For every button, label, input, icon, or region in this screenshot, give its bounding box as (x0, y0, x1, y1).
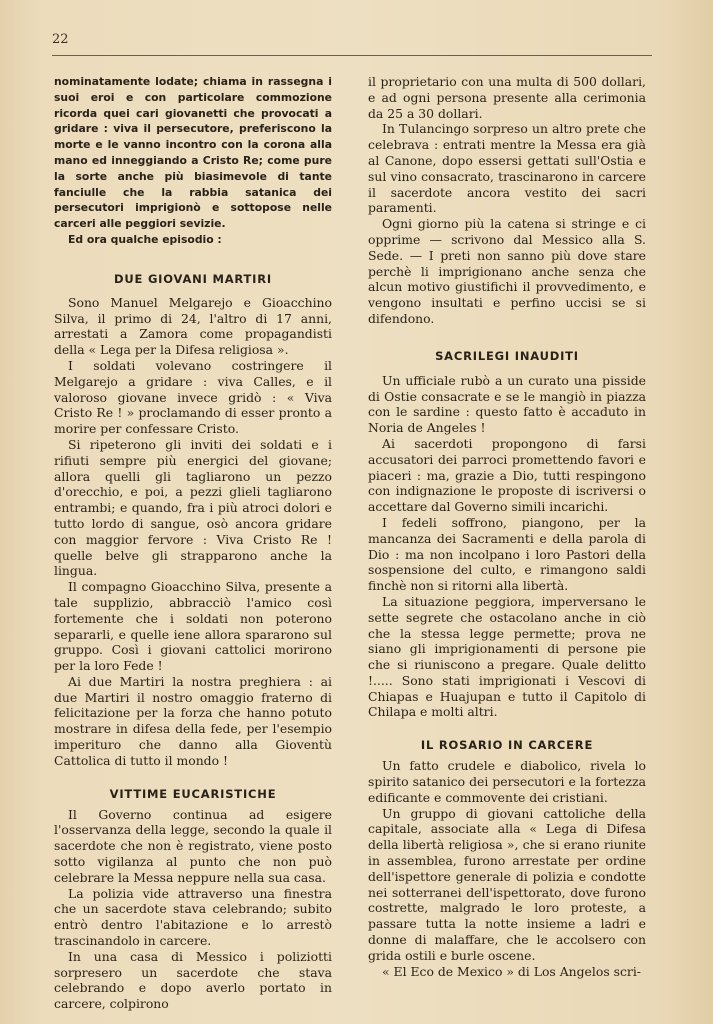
intro-paragraph-2: Ed ora qualche episodio : (68, 232, 222, 246)
right-column (368, 74, 646, 979)
paragraph: La situazione peggiora, imperversano le sette segrete che ostacolano anche in ciò che la stessa legge permette; prova ne siano gli imprigionamenti di persone pie che si riuniscono a pregare. Quale delitto !..... Sono stati imprigionati i Vescovi di Chiapas e Huajupan e tutto il Capitolo di Chilapa e molti altri. (368, 593, 646, 720)
left-column (54, 74, 332, 1012)
paragraph: In Tulancingo sorpreso un altro prete che celebrava : entrati mentre la Messa era già al Canone, dopo essersi gettati sull'Ostia e sul vino consacrato, trascinarono in carcere il sacerdote ancora vestito dei sacri paramenti. (368, 121, 646, 216)
section-heading: IL ROSARIO IN CARCERE (420, 738, 594, 753)
paragraph: I fedeli soffrono, piangono, per la mancanza dei Sacramenti e della parola di Dio : ma non incolpano i loro Pastori della sospensione del culto, e rimangono saldi finchè non si ritorni alla libertà. (368, 514, 646, 594)
intro-paragraph: nominatamente lodate; chiama in rassegna i suoi eroi e con particolare commozione ricorda quei cari giovanetti che provocati a gridare : viva il persecutore, preferiscono la morte e le vanno incontro con la corona alla mano ed inneggiando a Cristo Re; come pure la sorte anche più biasimevole di tante fanciulle che la rabbia satanica dei persecutori imprigionò e sottopose nelle carceri alle peggiori sevizie. (54, 75, 332, 231)
paragraph: Un fatto crudele e diabolico, rivela lo spirito satanico dei persecutori e la fortezza edificante e commovente dei cristiani. (368, 758, 646, 805)
page-number: 22 (52, 32, 69, 47)
paragraph: In una casa di Messico i poliziotti sorpresero un sacerdote che stava celebrando e dopo averlo portato in carcere, colpirono (54, 948, 332, 1012)
paragraph: Si ripeterono gli inviti dei soldati e i rifiuti sempre più energici del giovane; allora quelli gli tagliarono un pezzo d'orecchio, e poi, a pezzi glieli tagliarono entrambi; e quando, fra i più atroci dolori e tutto lordo di sangue, osò ancora gridare con maggior fervore : Viva Cristo Re ! quelle belve gli strapparono anche la lingua. (54, 436, 332, 579)
paragraph: Un ufficiale rubò a un curato una pisside di Ostie consacrate e se le mangiò in piazza con le sardine : questo fatto è accaduto in Noria de Angeles ! (368, 372, 646, 436)
paragraph: La polizia vide attraverso una finestra che un sacerdote stava celebrando; subito entrò dentro l'abitazione e lo arrestò trascinandolo in carcere. (54, 885, 332, 949)
section-heading: VITTIME EUCARISTICHE (109, 786, 277, 801)
section-heading: SACRILEGI INAUDITI (435, 348, 579, 363)
paragraph: Ai due Martiri la nostra preghiera : ai due Martiri il nostro omaggio fraterno di felicitazione per la forza che hanno potuto mostrare in difesa della fede, per l'esempio imperituro che danno alla Gioventù Cattolica di tutto il mondo ! (54, 673, 332, 768)
paragraph: Il compagno Gioacchino Silva, presente a tale supplizio, abbracciò l'amico così fortemente che i soldati non poterono separarli, e quelle iene allora spararono sul gruppo. Così i giovani cattolici morirono per la loro Fede ! (54, 579, 332, 674)
paragraph: Sono Manuel Melgarejo e Gioacchino Silva, il primo di 24, l'altro di 17 anni, arrestati a Zamora come propagandisti della « Lega per la Difesa religiosa ». (54, 294, 332, 358)
paragraph: Un gruppo di giovani cattoliche della capitale, associate alla « Lega di Difesa della libertà religiosa », che si erano riunite in assemblea, furono arrestate per ordine dell'ispettore generale di polizia e condotte nei sotterranei dell'ispettorato, dove furono costrette, malgrado le loro proteste, a passare tutta la notte insieme a ladri e donne di malaffare, che le accolsero con grida ostili e burle oscene. (368, 805, 646, 963)
paragraph: Il Governo continua ad esigere l'osservanza della legge, secondo la quale il sacerdote che non è registrato, viene posto sotto vigilanza al punto che non può celebrare la Messa neppure nella sua casa. (54, 806, 332, 885)
paragraph: Ogni giorno più la catena si stringe e ci opprime — scrivono dal Messico alla S. Sede. — I preti non sanno più dove stare perchè li imprigionano anche senza che alcun motivo giustifichi il provvedimento, e vengono insultati e perfino uccisi se si difendono. (368, 216, 646, 326)
paragraph: Ai sacerdoti propongono di farsi accusatori dei parroci promettendo favori e piaceri : ma, grazie a Dio, tutti respingono con indignazione le proposte di iscriversi o accettare dal Governo simili incarichi. (368, 435, 646, 515)
paragraph: I soldati volevano costringere il Melgarejo a gridare : viva Calles, e il valoroso giovane invece gridò : « Viva Cristo Re ! » proclamando di esser pronto a morire per confessare Cristo. (54, 357, 332, 437)
paragraph: « El Eco de Mexico » di Los Angelos scri- (382, 963, 641, 979)
paragraph: il proprietario con una multa di 500 dollari, e ad ogni persona presente alla cerimonia da 25 a 30 dollari. (368, 74, 646, 121)
section-heading: DUE GIOVANI MARTIRI (114, 271, 272, 286)
header-rule (52, 55, 652, 56)
